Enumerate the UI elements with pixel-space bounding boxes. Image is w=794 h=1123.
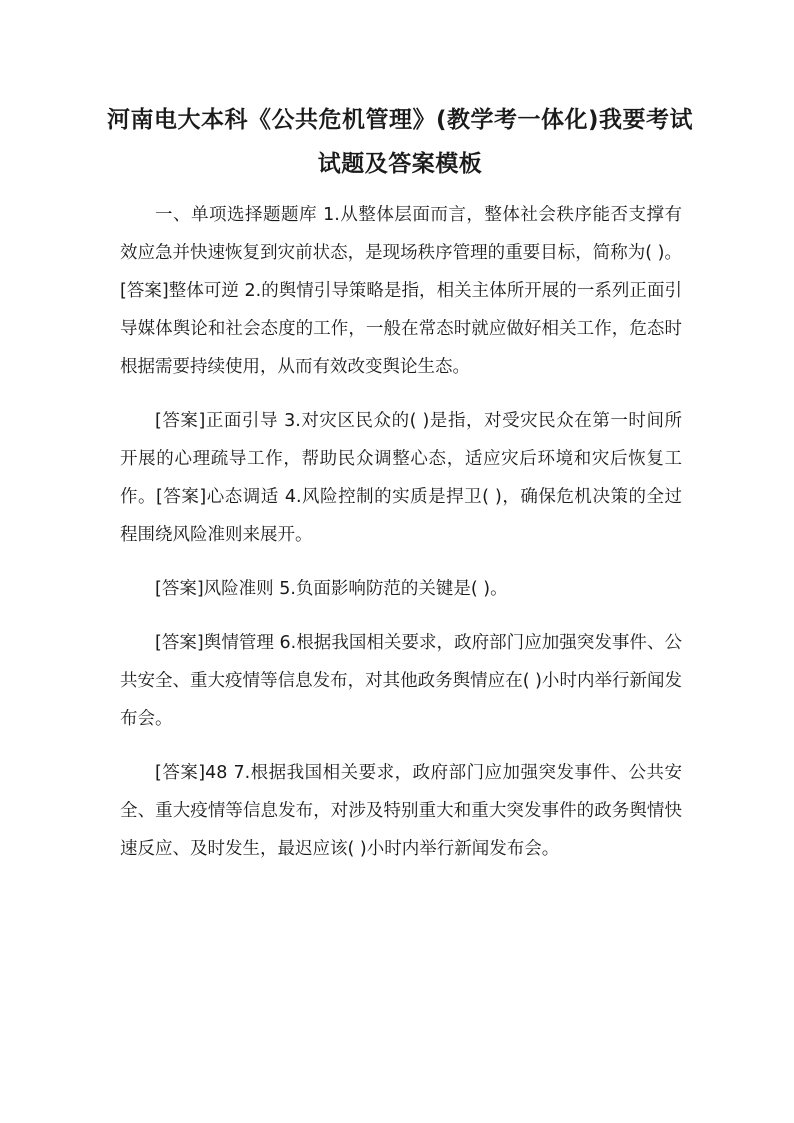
paragraph: [答案]风险准则 5.负面影响防范的关键是( )。 — [155, 579, 508, 599]
paragraph: [答案]舆情管理 6.根据我国相关要求，政府部门应加强突发事件、公共安全、重大疫情等信息发布，对其他政务舆情应在( )小时内举行新闻发布会。 — [120, 633, 682, 729]
paragraph: 一、单项选择题题库 1.从整体层面而言，整体社会秩序能否支撑有效应急并快速恢复到灾前状态，是现场秩序管理的重要目标，简称为( )。[答案]整体可逆 2.的舆情引导策略是指，相关主体所开展的一系列正面引导媒体舆论和社会态度的工作，一般在常态时就应做好相关工作，危态时根据需要持续使用，从而有效改变舆论生态。 — [120, 205, 682, 377]
paragraph: [答案]正面引导 3.对灾区民众的( )是指，对受灾民众在第一时间所开展的心理疏导工作，帮助民众调整心态，适应灾后环境和灾后恢复工作。[答案]心态调适 4.风险控制的实质是捍卫( )，确保危机决策的全过程围绕风险准则来展开。 — [120, 411, 682, 545]
document-body — [120, 196, 682, 884]
paragraph: [答案]48 7.根据我国相关要求，政府部门应加强突发事件、公共安全、重大疫情等信息发布，对涉及特别重大和重大突发事件的政务舆情快速反应、及时发生，最迟应该( )小时内举行新闻发布会。 — [120, 763, 682, 859]
document-title: 河南电大本科《公共危机管理》(教学考一体化)我要考试试题及答案模板 — [106, 107, 694, 177]
